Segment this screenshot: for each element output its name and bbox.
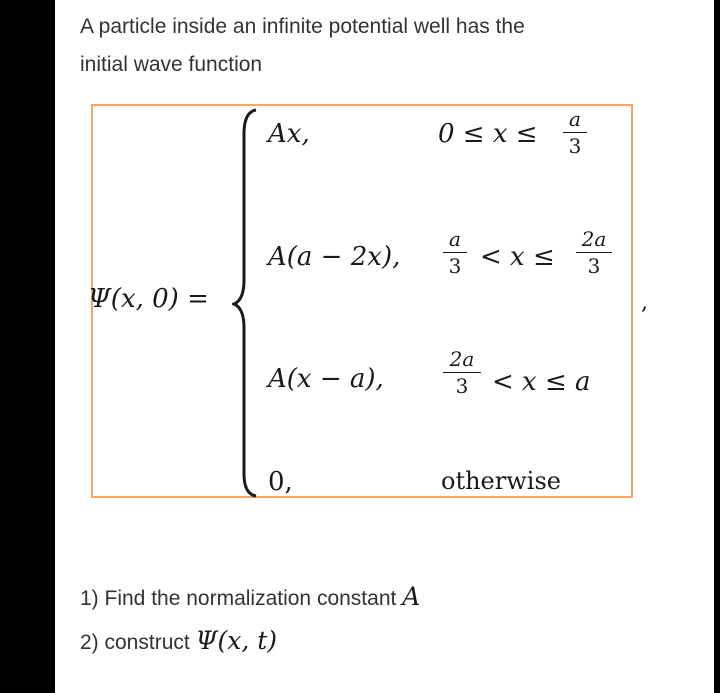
task-1-text: 1) Find the normalization constant — [80, 587, 397, 610]
case-1-fraction — [563, 108, 587, 157]
fraction-denominator: 3 — [455, 374, 469, 398]
equation-trailing-comma: , — [641, 290, 648, 315]
case-1-expression: Ax, — [268, 119, 310, 149]
case-3-condition: < x ≤ a — [492, 367, 591, 397]
case-3-expression: A(x − a), — [268, 364, 384, 394]
fraction-denominator: 3 — [448, 254, 462, 278]
cases-brace — [232, 108, 260, 498]
case-2-left-fraction — [443, 228, 467, 277]
task-2-variable: Ψ(x, t) — [195, 626, 278, 655]
question-line-1: A particle inside an infinite potential well has the — [80, 15, 525, 38]
question-line-2: initial wave function — [80, 53, 263, 76]
task-2-text: 2) construct — [80, 631, 190, 654]
fraction-denominator: 3 — [587, 254, 601, 278]
case-2-expression: A(a − 2x), — [268, 242, 401, 272]
fraction-numerator: a — [569, 107, 581, 131]
fraction-numerator: 2a — [449, 347, 475, 371]
wavefunction-lhs: Ψ(x, 0) = — [88, 284, 209, 314]
task-2 — [80, 628, 277, 653]
fraction-denominator: 3 — [568, 134, 582, 158]
task-1 — [80, 584, 420, 609]
fraction-numerator: 2a — [581, 227, 607, 251]
fraction-numerator: a — [449, 227, 461, 251]
case-4-expression: 0, — [268, 467, 293, 497]
case-4-condition: otherwise — [441, 467, 561, 495]
task-1-variable: A — [402, 582, 421, 611]
case-2-right-fraction — [576, 228, 612, 277]
case-1-condition: 0 ≤ x ≤ — [438, 119, 538, 149]
case-2-condition: < x ≤ — [480, 242, 555, 272]
case-3-left-fraction — [443, 348, 481, 397]
